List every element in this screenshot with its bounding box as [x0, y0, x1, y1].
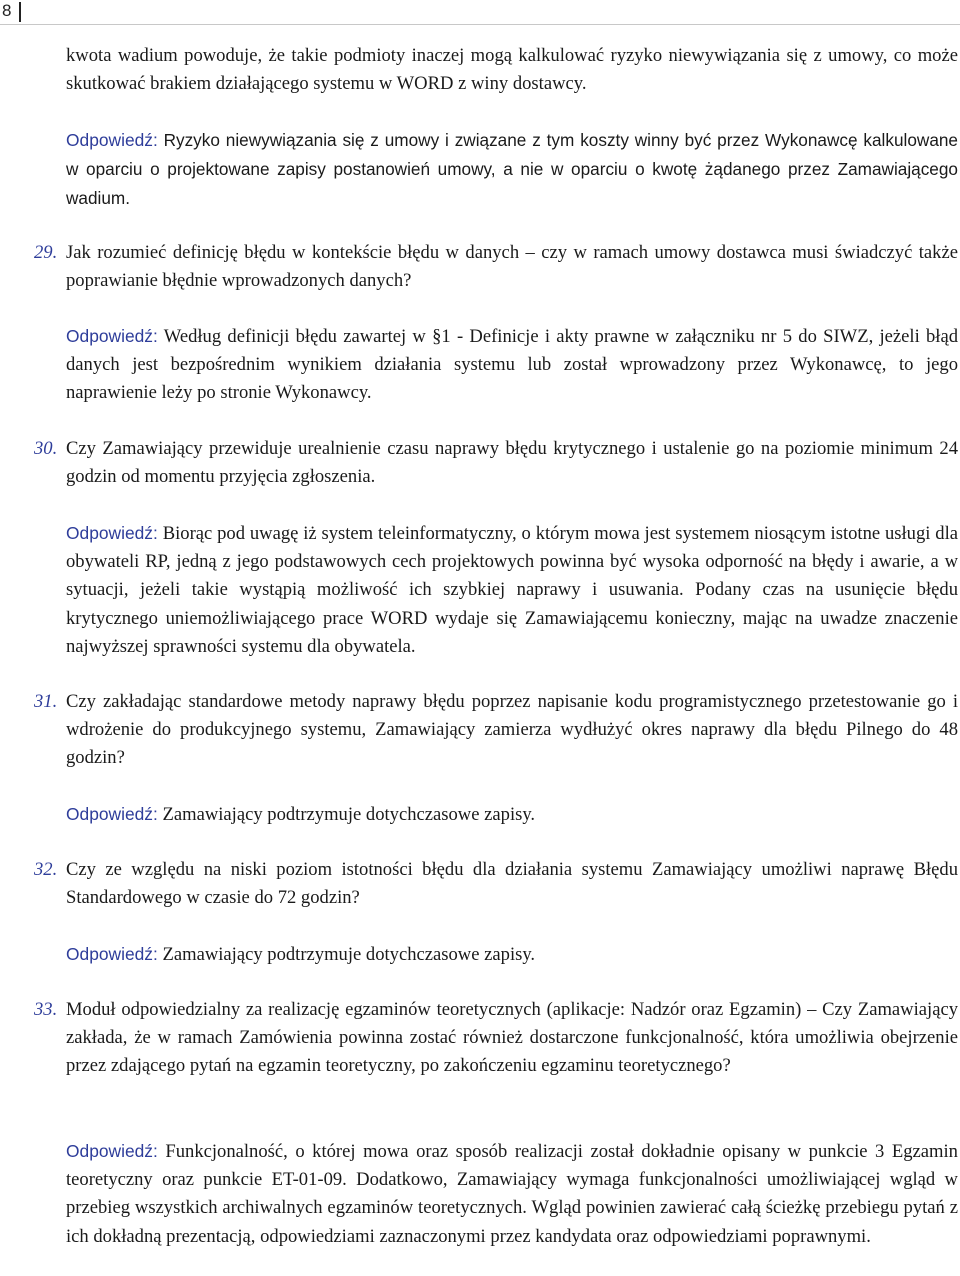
question-33: [34, 996, 958, 1081]
answer-text: Zamawiający podtrzymuje dotychczasowe zapisy.: [162, 944, 536, 965]
question-32: [34, 856, 958, 912]
question-text: Czy ze względu na niski poziom istotności błędu dla działania systemu Zamawiający umożliwi naprawę Błędu Standardowego w czasie do 72 godzin?: [66, 859, 958, 909]
answer-text: Funkcjonalność, o której mowa oraz sposób realizacji został dokładnie opisany w punkcie 3 Egzamin teoretyczny oraz punkcie ET-01-09. Dodatkowo, Zamawiający wymaga funkcjonalności umożliwiającej wgląd w przebieg wszystkich archiwalnych egzaminów teoretycznych. Wgląd powinien zawierać całą ścieżkę przebiegu pytań z ich dokładną prezentacją, odpowiedziami zaznaczonymi przez kandydata oraz odpowiedziami poprawnymi.: [66, 1141, 958, 1247]
answer-33: [66, 1137, 958, 1251]
answer-label: Odpowiedź:: [66, 804, 158, 824]
page-number: 8: [2, 1, 12, 20]
question-number: 30.: [34, 438, 58, 459]
question-29: [34, 239, 958, 295]
paragraph-text: kwota wadium powoduje, że takie podmioty inaczej mogą kalkulować ryzyko niewywiązania się z umowy, co może skutkować brakiem działającego systemu w WORD z winy dostawcy.: [66, 45, 958, 95]
answer-label: Odpowiedź:: [66, 944, 158, 964]
continuation-paragraph: [66, 42, 958, 98]
question-text: Jak rozumieć definicję błędu w kontekście błędu w danych – czy w ramach umowy dostawca musi świadczyć także poprawianie błędnie wprowadzonych danych?: [66, 242, 958, 292]
question-number: 31.: [34, 691, 58, 712]
question-30: [34, 435, 958, 491]
answer-32: [66, 940, 535, 969]
answer-label: Odpowiedź:: [66, 326, 158, 346]
answer-label: Odpowiedź:: [66, 523, 158, 543]
question-31: [34, 688, 958, 773]
question-number: 33.: [34, 999, 58, 1020]
answer-30: [66, 519, 958, 661]
question-number: 32.: [34, 859, 58, 880]
answer-text: Według definicji błędu zawartej w §1 - Definicje i akty prawne w załączniku nr 5 do SIWZ, jeżeli błąd danych jest bezpośrednim wynikiem działania systemu lub został wprowadzony przez Wykonawcę, to jego naprawienie leży po stronie Wykonawcy.: [66, 326, 959, 404]
page-header: [0, 0, 960, 25]
question-text: Moduł odpowiedzialny za realizację egzaminów teoretycznych (aplikacje: Nadzór oraz Egzamin) – Czy Zamawiający zakłada, że w ramach Zamówienia powinna zostać również dostarczone funkcjonalność, która umożliwia obejrzenie przez zdającego pytań na egzamin teoretyczny, po zakończeniu egzaminu teoretycznego?: [66, 999, 958, 1077]
answer-text: Ryzyko niewywiązania się z umowy i związane z tym koszty winny być przez Wykonawcę kalkulowane w oparciu o projektowane zapisy postanowień umowy, a nie w oparciu o kwotę żądanego przez Zamawiającego wadium.: [66, 130, 958, 209]
question-text: Czy Zamawiający przewiduje urealnienie czasu naprawy błędu krytycznego i ustalenie go na poziomie minimum 24 godzin od momentu przyjęcia zgłoszenia.: [66, 438, 958, 488]
question-number: 29.: [34, 242, 58, 263]
answer-31: [66, 800, 535, 829]
question-text: Czy zakładając standardowe metody naprawy błędu poprzez napisanie kodu programistycznego przetestowanie go i wdrożenie do produkcyjnego systemu, Zamawiający zamierza wydłużyć okres naprawy dla błędu Pilnego do 48 godzin?: [66, 691, 958, 769]
answer-text: Zamawiający podtrzymuje dotychczasowe zapisy.: [162, 804, 536, 825]
header-divider: [19, 2, 21, 22]
answer-29: [66, 322, 958, 408]
answer-text: Biorąc pod uwagę iż system teleinformatyczny, o którym mowa jest systemem niosącym istotne usługi dla obywateli RP, jedną z jego podstawowych cech projektowych powinna być wysoka odporność na błędy i awarie, a w sytuacji, jeżeli takie wystąpią możliwość ich szybkiej naprawy i usuwania. Podany czas na usunięcie błędu krytycznego uniemożliwiającego prace WORD wydaje się Zamawiającemu konieczny, mając na uwadze znaczenie najwyższej sprawności systemu dla obywatela.: [66, 523, 958, 657]
answer-label: Odpowiedź:: [66, 130, 158, 150]
answer-28: [66, 126, 958, 214]
answer-label: Odpowiedź:: [66, 1141, 158, 1161]
